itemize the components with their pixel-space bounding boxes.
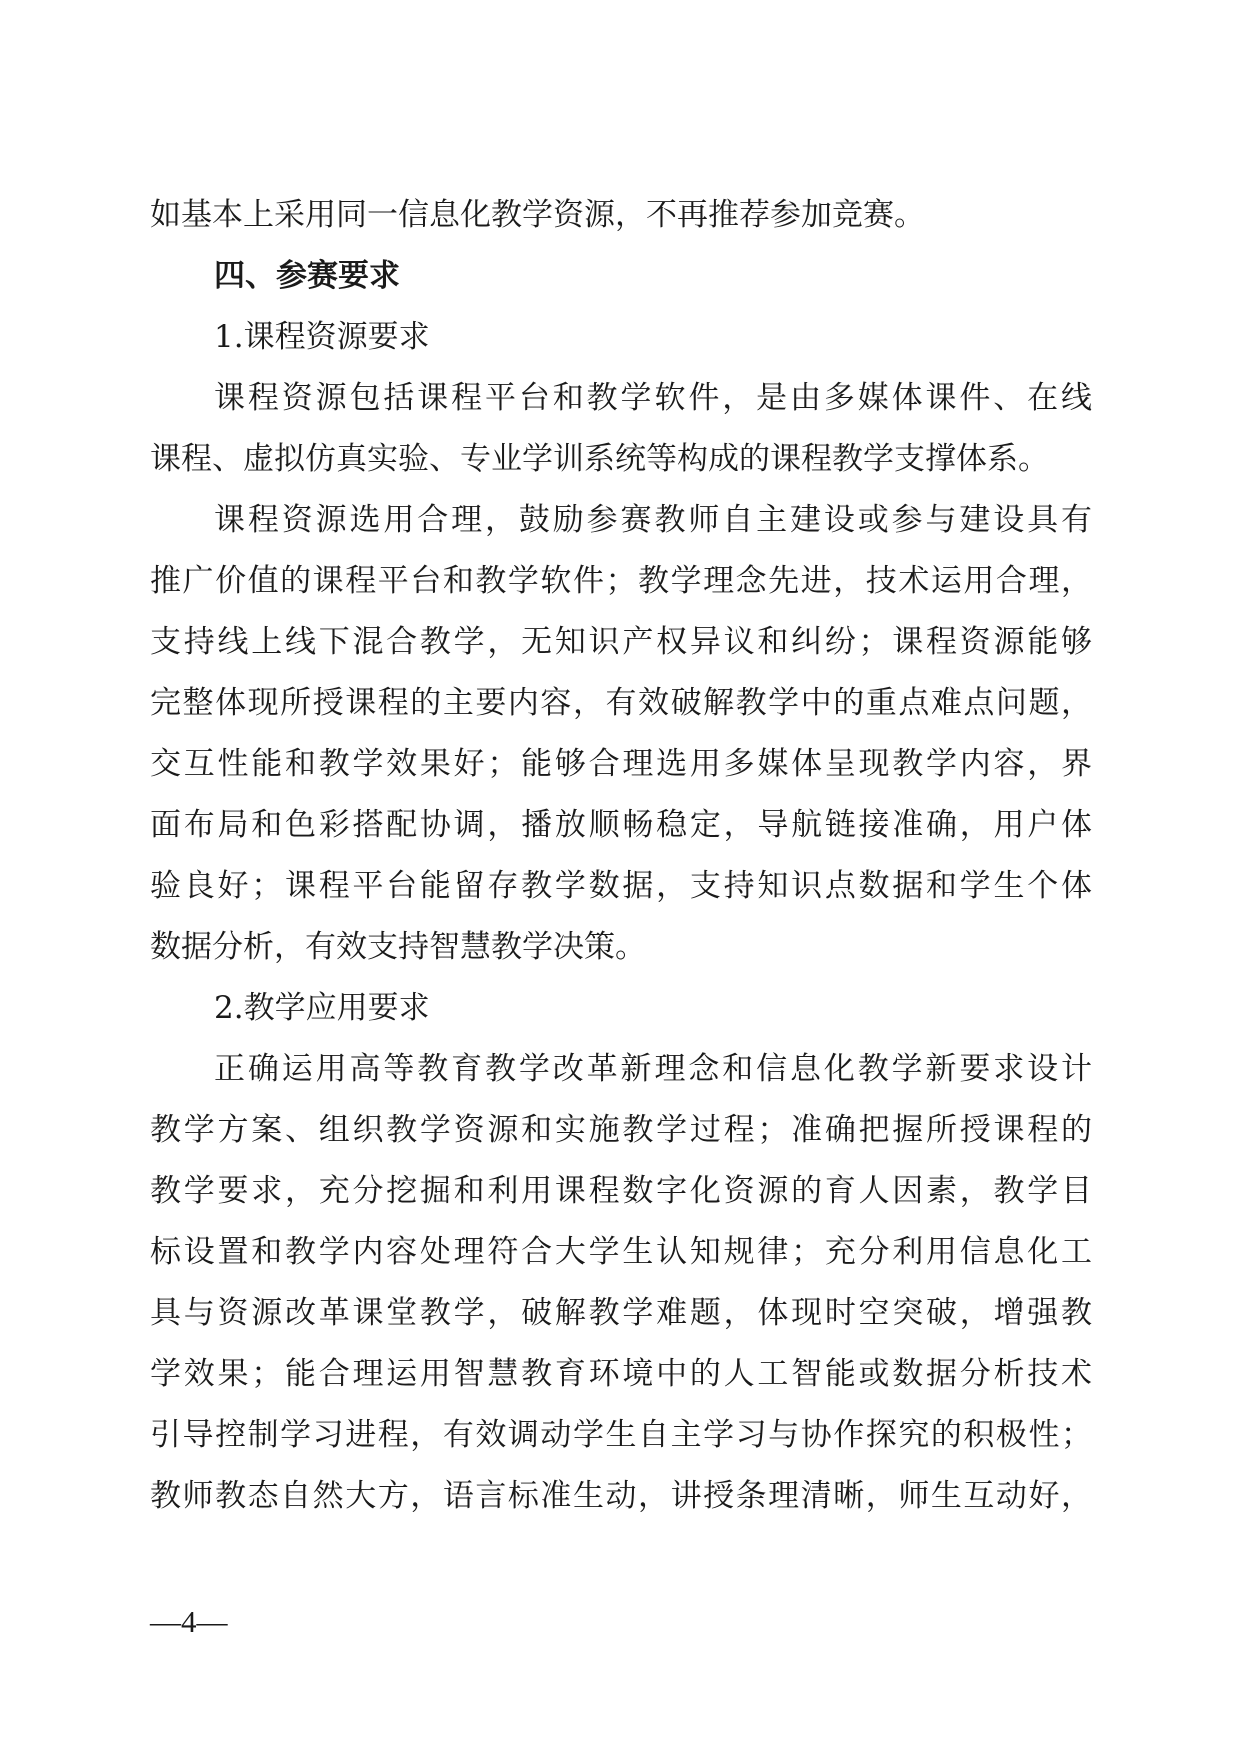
text-line: 课程资源包括课程平台和教学软件，是由多媒体课件、在线 (214, 380, 1092, 416)
text-line: 教师教态自然大方，语言标准生动，讲授条理清晰，师生互动好， (150, 1478, 1092, 1514)
text-line: 课程、虚拟仿真实验、专业学训系统等构成的课程教学支撑体系。 (150, 441, 1049, 477)
text-line: 完整体现所授课程的主要内容，有效破解教学中的重点难点问题， (150, 685, 1092, 721)
subsection-heading: 2.教学应用要求 (214, 990, 430, 1026)
text-line: 正确运用高等教育教学改革新理念和信息化教学新要求设计 (214, 1051, 1092, 1087)
document-body (150, 185, 1092, 1527)
text-line: 支持线上线下混合教学，无知识产权异议和纠纷；课程资源能够 (150, 624, 1092, 660)
text-line: 交互性能和教学效果好；能够合理选用多媒体呈现教学内容，界 (150, 746, 1092, 782)
page-number: —4— (150, 1604, 228, 1639)
text-line: 面布局和色彩搭配协调，播放顺畅稳定，导航链接准确，用户体 (150, 807, 1092, 843)
subsection-heading: 1.课程资源要求 (214, 319, 430, 355)
text-line: 推广价值的课程平台和教学软件；教学理念先进，技术运用合理， (150, 563, 1092, 599)
text-line: 标设置和教学内容处理符合大学生认知规律；充分利用信息化工 (150, 1234, 1092, 1270)
text-line: 教学方案、组织教学资源和实施教学过程；准确把握所授课程的 (150, 1112, 1092, 1148)
text-line: 验良好；课程平台能留存教学数据，支持知识点数据和学生个体 (150, 868, 1092, 904)
text-line: 如基本上采用同一信息化教学资源，不再推荐参加竞赛。 (150, 197, 925, 233)
text-line: 教学要求，充分挖掘和利用课程数字化资源的育人因素，教学目 (150, 1173, 1092, 1209)
text-line: 引导控制学习进程，有效调动学生自主学习与协作探究的积极性； (150, 1417, 1092, 1453)
section-heading: 四、参赛要求 (214, 258, 400, 294)
text-line: 数据分析，有效支持智慧教学决策。 (150, 929, 646, 965)
text-line: 学效果；能合理运用智慧教育环境中的人工智能或数据分析技术 (150, 1356, 1092, 1392)
text-line: 具与资源改革课堂教学，破解教学难题，体现时空突破，增强教 (150, 1295, 1092, 1331)
text-line: 课程资源选用合理，鼓励参赛教师自主建设或参与建设具有 (214, 502, 1092, 538)
